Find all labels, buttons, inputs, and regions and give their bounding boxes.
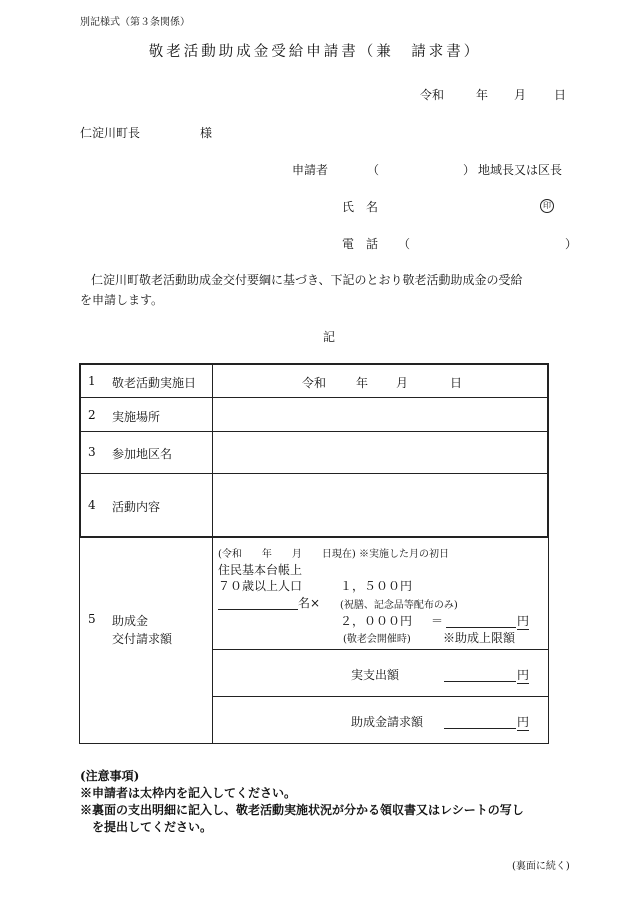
page-title: 敬老活動助成金受給申請書（兼 請求書） xyxy=(148,44,482,60)
row1-number: 1 xyxy=(88,374,96,388)
addressee-honorific: 様 xyxy=(200,126,213,140)
applicant-phone-label: 電 話 xyxy=(342,237,379,251)
date-year: 年 xyxy=(476,88,489,102)
continued-note: (裏面に続く) xyxy=(512,861,570,872)
row5-label-1: 助成金 xyxy=(112,614,149,628)
applicant-phone-close: ） xyxy=(565,237,578,251)
note-item-2b: を提出してください。 xyxy=(92,820,213,834)
cap-note: ※助成上限額 xyxy=(443,631,516,645)
row4-label: 活動内容 xyxy=(112,500,161,514)
date-day: 日 xyxy=(554,88,567,102)
request-amount-field xyxy=(444,714,516,729)
population-count-field xyxy=(218,595,298,610)
applicant-label: 申請者 xyxy=(292,163,329,177)
equals-sign: ＝ xyxy=(431,614,444,628)
registry-line-2: ７０歳以上人口 xyxy=(218,579,303,593)
intro-line-2: を申請します。 xyxy=(80,293,164,307)
actual-expense-field xyxy=(444,667,516,682)
subsidy-yen: 円 xyxy=(517,614,530,628)
applicant-paren-open: （ xyxy=(367,163,380,177)
row3-label: 参加地区名 xyxy=(112,447,173,461)
request-amount-yen: 円 xyxy=(517,715,530,729)
count-suffix: 名× xyxy=(298,596,321,610)
addressee-name: 仁淀川町長 xyxy=(80,126,141,140)
row1-label: 敬老活動実施日 xyxy=(112,376,197,390)
seal-icon: 印 xyxy=(540,199,554,213)
unit-price: １，５００円 xyxy=(340,579,413,593)
applicant-area-suffix: 地域長又は区長 xyxy=(478,163,563,177)
date-era: 令和 xyxy=(420,88,445,102)
date-month: 月 xyxy=(514,88,527,102)
row5-number: 5 xyxy=(88,612,96,626)
row2-number: 2 xyxy=(88,408,96,422)
registry-line-1: 住民基本台帳上 xyxy=(218,563,303,577)
note-item-1: ※申請者は太枠内を記入してください。 xyxy=(80,786,297,800)
row1-month: 月 xyxy=(396,376,409,390)
intro-line-1: 仁淀川町敬老活動助成金交付要綱に基づき、下記のとおり敬老活動助成金の受給 xyxy=(91,273,523,287)
row3-number: 3 xyxy=(88,445,96,459)
party-note: (敬老会開催時) xyxy=(343,634,411,645)
actual-expense-yen: 円 xyxy=(517,668,530,682)
row4-number: 4 xyxy=(88,498,96,512)
as-of-note: (令和 年 月 日現在) ※実施した月の初日 xyxy=(218,549,449,560)
applicant-name-label: 氏 名 xyxy=(342,200,379,214)
ki-label: 記 xyxy=(323,330,336,344)
row1-year: 年 xyxy=(356,376,369,390)
alt-price: ２，０００円 xyxy=(340,614,413,628)
applicant-paren-close: ） xyxy=(463,163,476,177)
notes-heading: (注意事項) xyxy=(80,769,140,783)
row2-label: 実施場所 xyxy=(112,410,161,424)
subsidy-amount-field xyxy=(446,613,516,628)
note-item-2a: ※裏面の支出明細に記入し、敬老活動実施状況が分かる領収書又はレシートの写し xyxy=(80,803,524,817)
row5-label-2: 交付請求額 xyxy=(112,632,173,646)
gift-note: (祝膳、記念品等配布のみ) xyxy=(340,600,458,611)
form-label: 別記様式（第３条関係） xyxy=(80,17,190,28)
actual-expense-label: 実支出額 xyxy=(351,668,400,682)
row1-era: 令和 xyxy=(302,376,327,390)
row1-day: 日 xyxy=(450,376,463,390)
applicant-phone-open: （ xyxy=(398,237,411,251)
request-amount-label: 助成金請求額 xyxy=(351,715,424,729)
